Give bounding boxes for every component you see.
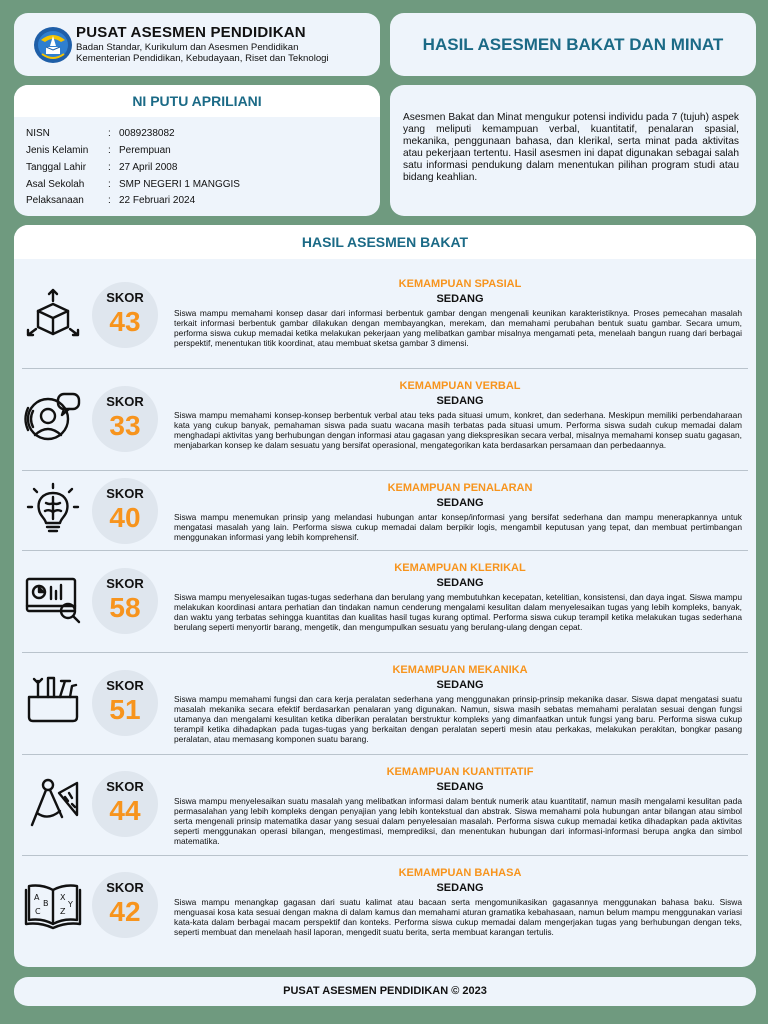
footer-copyright: PUSAT ASESMEN PENDIDIKAN © 2023 — [283, 985, 487, 997]
aspect-title: KEMAMPUAN MEKANIKA — [392, 664, 528, 676]
score-value: 58 — [109, 592, 141, 623]
info-value: 0089238082 — [119, 128, 175, 139]
student-info-card — [14, 85, 380, 216]
aspect-level: SEDANG — [436, 577, 484, 589]
info-separator: : — [108, 145, 111, 156]
aspect-title: KEMAMPUAN PENALARAN — [387, 482, 533, 494]
monitor-chart-magnifier-icon — [24, 573, 82, 631]
header-title-card — [390, 13, 756, 76]
info-label: NISN — [26, 128, 50, 139]
aspect-title: KEMAMPUAN KLERIKAL — [394, 562, 526, 574]
document-title: HASIL ASESMEN BAKAT DAN MINAT — [422, 35, 724, 54]
score-value: 43 — [109, 306, 141, 337]
cube-arrows-icon — [24, 287, 82, 345]
result-row-spasial — [22, 263, 748, 369]
compass-ruler-icon — [24, 775, 82, 833]
info-value: SMP NEGERI 1 MANGGIS — [119, 179, 240, 190]
result-row-klerikal — [22, 551, 748, 653]
aspect-level: SEDANG — [436, 781, 484, 793]
info-label: Jenis Kelamin — [26, 145, 89, 156]
score-badge — [92, 478, 158, 544]
score-badge — [92, 568, 158, 634]
toolbox-icon — [24, 673, 82, 731]
aspect-description: Siswa mampu memahami konsep-konsep berbentuk verbal atau teks pada situasi umum, konkret, dan sederhana. Meskipun memiliki perbendaharaan kata yang cukup banyak, pemahaman siswa pada suatu wacana masih terbatas pada situasi umum. Performa siswa sudah cukup memadai dalam menghadapi aktivitas yang berhubungan dengan informasi atau gagasan yang diekspresikan secara verbal, misalnya memahami konsep suatu gagasan, menjabarkan konsep ke dalam sesuatu yang bersifat operasional, mengategorikan kata berdasarkan persamaan dan perbedaannya. — [174, 410, 742, 450]
aspect-level: SEDANG — [436, 679, 484, 691]
svg-text:Y: Y — [68, 900, 73, 909]
aspect-description: Siswa mampu memahami konsep dasar dari informasi berbentuk gambar dengan mengenali keunikan karakteristiknya. Proses pemecahan masalah terkait informasi berbentuk gambar dilakukan dengan membayangkan, merekam, dan memahami perubahan bentuk suatu gambar. Secara umum, performa siswa cukup memadai ketika melakukan pekerjaan yang melibatkan gambar misalnya mengamati peta, menelaah bangun ruang dari berbagai perspektif, menentukan titik koordinat, atau membuat sketsa gambar 3 dimensi. — [174, 308, 742, 348]
aspect-level: SEDANG — [436, 882, 484, 894]
aspect-level: SEDANG — [436, 293, 484, 305]
aspect-title: KEMAMPUAN VERBAL — [399, 380, 521, 392]
result-row-bahasa — [22, 856, 748, 961]
score-label: SKOR — [106, 486, 144, 501]
svg-text:A: A — [34, 893, 40, 902]
aspect-description: Siswa mampu memahami fungsi dan cara kerja peralatan sederhana yang menggunakan prinsip-prinsip mekanika dasar. Siswa dapat mengatasi suatu masalah mekanika secara efektif berdasarkan penalaran yang digunakan. Namun, siswa masih sebatas memahami peralatan sesuai dengan fungsi utamanya dan mengalami kesulitan ketika diberikan peralatan berstruktur kompleks yang dimanfaatkan untuk fungsi yang baru. Performa siswa cukup terampil ketika dihadapkan pada tugas-tugas yang berkaitan dengan peralatan seperti mesin atau perkakas, melakukan perakitan, bongkar pasang peralatan, atau memasang komponen suatu barang. — [174, 694, 742, 744]
aspect-description: Siswa mampu menemukan prinsip yang melandasi hubungan antar konsep/informasi yang bersifat sederhana dan mampu menerapkannya untuk mengatasi masalah yang lain. Performa siswa cukup memadai dalam berpikir logis, mengambil keputusan yang tepat, dan membuat pertimbangan menggunakan informasi yang lebih komprehensif. — [174, 512, 742, 542]
aspect-description: Siswa mampu menyelesaikan suatu masalah yang melibatkan informasi dalam bentuk numerik atau kuantitatif, namun masih mengalami kesulitan pada permasalahan yang lebih kompleks dengan penyajian yang lebih kontekstual dan abstrak. Siswa memahami pola hubungan antar bilangan atau simbol serta mengenali prinsip matematika dasar yang sesuai dalam penyelesaian masalah. Performa siswa cukup memadai ketika dihadapkan pada aktivitas seperti menggunakan operasi bilangan, mengestimasi, memprediksi, dan menentukan hubungan dari informasi-informasi berupa angka dan simbol matematika. — [174, 796, 742, 846]
org-subtitle-1: Badan Standar, Kurikulum dan Asesmen Pendidikan — [76, 42, 299, 53]
org-name: PUSAT ASESMEN PENDIDIKAN — [76, 24, 306, 41]
footer-card — [14, 977, 756, 1006]
score-value: 40 — [109, 502, 141, 533]
aspect-title: KEMAMPUAN SPASIAL — [398, 278, 522, 290]
score-badge — [92, 386, 158, 452]
org-subtitle-2: Kementerian Pendidikan, Kebudayaan, Riset dan Teknologi — [76, 53, 329, 64]
result-row-verbal — [22, 369, 748, 471]
student-name: NI PUTU APRILIANI — [132, 93, 262, 109]
result-row-mekanika — [22, 653, 748, 755]
score-label: SKOR — [106, 779, 144, 794]
results-title: HASIL ASESMEN BAKAT — [301, 234, 469, 250]
info-label: Asal Sekolah — [26, 179, 85, 190]
info-separator: : — [108, 195, 111, 206]
svg-text:C: C — [35, 907, 41, 916]
score-value: 44 — [109, 795, 141, 826]
score-badge — [92, 771, 158, 837]
person-speech-icon — [24, 389, 82, 447]
info-label: Pelaksanaan — [26, 195, 84, 206]
open-book-letters-icon — [24, 876, 82, 934]
score-badge — [92, 282, 158, 348]
svg-text:B: B — [43, 899, 49, 908]
score-label: SKOR — [106, 880, 144, 895]
info-separator: : — [108, 162, 111, 173]
results-header — [14, 225, 756, 259]
aspect-title: KEMAMPUAN KUANTITATIF — [386, 766, 534, 778]
result-row-kuantitatif — [22, 755, 748, 856]
assessment-description: Asesmen Bakat dan Minat mengukur potensi individu pada 7 (tujuh) aspek yang meliputi kemampuan verbal, kuantitatif, penalaran spasial, mekanika, penggunaan bahasa, dan klerikal, serta minat pada aktivitas atau pekerjaan tertentu. Hasil asesmen ini dapat digunakan sebagai salah satu informasi pendukung dalam menentukan pilihan program studi atau bidang keahlian. — [403, 112, 739, 183]
info-value: 27 April 2008 — [119, 162, 178, 173]
header-org-card — [14, 13, 380, 76]
score-label: SKOR — [106, 394, 144, 409]
score-label: SKOR — [106, 576, 144, 591]
info-value: 22 Februari 2024 — [119, 195, 196, 206]
tut-wuri-handayani-logo-icon — [33, 26, 73, 64]
score-badge — [92, 872, 158, 938]
info-separator: : — [108, 179, 111, 190]
result-row-penalaran — [22, 471, 748, 551]
results-card — [14, 225, 756, 967]
score-value: 42 — [109, 896, 141, 927]
score-value: 33 — [109, 410, 141, 441]
aspect-description: Siswa mampu menyelesaikan tugas-tugas sederhana dan berulang yang membutuhkan kecepatan, ketelitian, konsistensi, dan daya ingat. Siswa mampu melakukan koordinasi antara perhatian dan tindakan namun cenderung mengalami kesulitan dalam menyelesaikan tugas yang lebih kompleks, banyak, dan waktu yang terbatas sehingga kuantitas dan kualitas hasil tugas kurang optimal. Performa siswa cukup terampil ketika melakukan tugas sederhana berulang seperti menyortir barang, mengetik, dan mengumpulkan sesuatu yang berulang-ulang dengan cepat. — [174, 592, 742, 632]
info-label: Tanggal Lahir — [26, 162, 87, 173]
assessment-description-card — [390, 85, 756, 216]
student-header — [14, 85, 380, 117]
info-value: Perempuan — [119, 145, 171, 156]
svg-text:X: X — [60, 893, 66, 902]
aspect-level: SEDANG — [436, 395, 484, 407]
aspect-level: SEDANG — [436, 497, 484, 509]
score-label: SKOR — [106, 678, 144, 693]
score-value: 51 — [109, 694, 141, 725]
aspect-title: KEMAMPUAN BAHASA — [398, 867, 522, 879]
score-label: SKOR — [106, 290, 144, 305]
aspect-description: Siswa mampu menangkap gagasan dari suatu kalimat atau bacaan serta mengomunikasikan gagasannya menggunakan bahasa baku. Siswa menguasai kosa kata sesuai dengan makna di dalam kamus dan memahami aturan gramatika kebahasaan, namun belum mampu menggunakan variasi kata-kata dalam berbagai macam perspektif dan konteks. Performa siswa cukup memadai dalam mengerjakan tugas yang berhubungan dengan teks, seperti membuat dan menelaah hasil laporan, mengedit suatu berita, serta membuat karangan tertulis. — [174, 897, 742, 937]
info-separator: : — [108, 128, 111, 139]
svg-text:Z: Z — [60, 907, 66, 916]
score-badge — [92, 670, 158, 736]
lightbulb-brain-icon — [24, 481, 82, 539]
